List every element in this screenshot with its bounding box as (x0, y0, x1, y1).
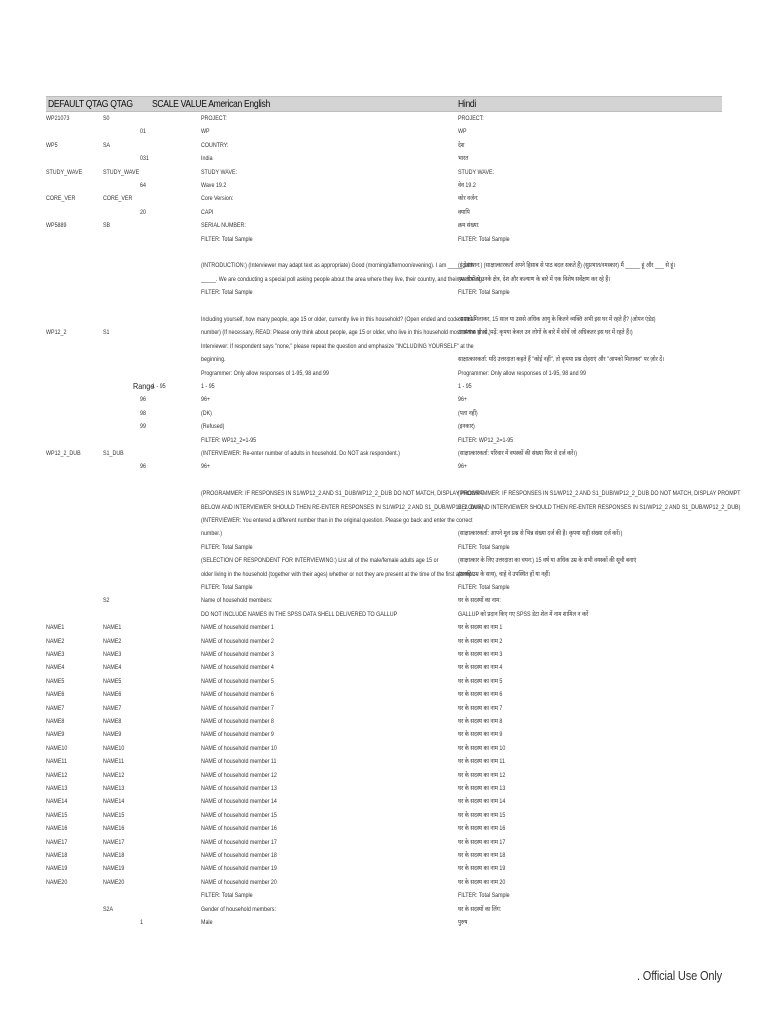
qtag2-cell: NAME7 (103, 704, 122, 712)
hindi-cell: घर के सदस्य का नाम 5 (458, 677, 503, 685)
table-header (46, 96, 722, 112)
qtag-cell: NAME11 (46, 758, 67, 766)
qtag-cell: NAME16 (46, 825, 68, 833)
table-row (0, 849, 770, 862)
table-row (0, 460, 770, 473)
english-cell: (INTERVIEWER: Re-enter number of adults in household. Do NOT ask respondent.) (201, 450, 400, 457)
qtag2-cell: NAME12 (103, 771, 125, 779)
table-row (0, 648, 770, 661)
qtag2-cell: NAME3 (103, 651, 122, 658)
table-row (0, 447, 770, 460)
hindi-cell: FILTER: WP12_2=1-95 (458, 436, 514, 444)
table-row (0, 367, 770, 380)
qtag2-cell: STUDY_WAVE (103, 168, 140, 176)
english-cell: DO NOT INCLUDE NAMES IN THE SPSS DATA SHELL DELIVERED TO GALLUP (201, 610, 398, 618)
hindi-cell: घर के सदस्य का नाम 20 (458, 878, 506, 886)
hindi-cell: FILTER: Total Sample (458, 235, 510, 243)
table-row (0, 621, 770, 634)
english-cell: (INTERVIEWER: You entered a different number than in the original question. Please go back and enter the correct (201, 517, 473, 524)
table-row (0, 903, 770, 916)
table-row (0, 152, 770, 165)
table-row (0, 380, 770, 393)
english-cell: number) (If necessary, READ: Please only think about people, age 15 or older, who live in this household most of the time.) (201, 329, 491, 337)
english-cell: NAME of household member 6 (201, 691, 274, 699)
english-cell: CAPI (201, 208, 214, 216)
scale-value-cell: 01 (140, 128, 146, 136)
english-cell: NAME of household member 16 (201, 825, 277, 833)
english-cell: NAME of household member 3 (201, 651, 274, 658)
english-cell: (DK) (201, 409, 212, 417)
hindi-cell: घर के सदस्यों का नाम: (458, 597, 501, 605)
hindi-cell: FILTER: Total Sample (458, 584, 510, 591)
qtag-cell: NAME4 (46, 664, 65, 672)
scale-value-cell: 96 (140, 463, 146, 471)
table-row (0, 407, 770, 420)
hindi-cell: घर के सदस्य का नाम 6 (458, 691, 503, 699)
english-cell: FILTER: WP12_2=1-95 (201, 436, 257, 444)
hindi-cell: (इंट्रोडक्शन:) (साक्षात्कारकर्ता अपने हिसाब से पाठ बदल सकते हैं) (सुप्रभात/नमस्कार) मैं _____ हूं और ___ से हूं। (458, 262, 676, 270)
english-cell: NAME of household member 20 (201, 878, 277, 886)
hindi-cell: 1 - 95 (458, 383, 472, 390)
english-cell: NAME of household member 10 (201, 744, 277, 752)
english-cell: BELOW AND INTERVIEWER SHOULD THEN RE-ENTER RESPONSES IN S1/WP12_2 AND S1_DUB/WP12_2_DUB) (201, 503, 484, 511)
hindi-cell: WP (458, 128, 467, 136)
table-row (0, 474, 770, 487)
table-row (0, 501, 770, 514)
english-cell: NAME of household member 12 (201, 771, 277, 779)
table-row (0, 313, 770, 326)
header-qtag: DEFAULT QTAG QTAG (48, 98, 133, 110)
qtag2-cell: CORE_VER (103, 195, 133, 203)
hindi-cell: घर के सदस्य का नाम 18 (458, 852, 506, 859)
table-row (0, 795, 770, 808)
qtag2-cell: NAME5 (103, 677, 122, 685)
english-cell: (Refused) (201, 423, 225, 431)
qtag2-cell: NAME11 (103, 758, 124, 766)
qtag2-cell: NAME17 (103, 838, 125, 846)
english-cell: FILTER: Total Sample (201, 289, 253, 297)
scale-value-cell: 1 - 95 (152, 383, 166, 390)
table-row (0, 219, 770, 232)
hindi-cell: घर के सदस्य का नाम 9 (458, 731, 503, 739)
qtag2-cell: S2 (103, 597, 110, 605)
hindi-cell: घर के सदस्य का नाम 1 (458, 624, 503, 632)
hindi-cell: पुरुष (458, 919, 468, 926)
qtag-cell: WP21073 (46, 115, 70, 122)
table-row (0, 434, 770, 447)
table-row (0, 246, 770, 259)
hindi-cell: घर के सदस्य का नाम 14 (458, 798, 506, 806)
table-row (0, 715, 770, 728)
hindi-cell: कोर वर्जन: (458, 195, 479, 203)
hindi-cell: GALLUP को प्रदान किए गए SPSS डेटा शेल में नाम शामिल न करें (458, 610, 589, 618)
hindi-cell: (साक्षात्कार के लिए उत्तरदाता का चयन:) 15 वर्ष या अधिक उम्र के सभी वयस्कों की सूची बनाएं (458, 557, 637, 565)
hindi-cell: घर के सदस्य का नाम 11 (458, 758, 505, 766)
table-row (0, 876, 770, 889)
qtag-cell: NAME18 (46, 852, 68, 859)
scale-value-cell: 64 (140, 182, 146, 189)
table-row (0, 139, 770, 152)
table-row (0, 125, 770, 138)
english-cell: NAME of household member 15 (201, 811, 277, 819)
qtag2-cell: NAME10 (103, 744, 125, 752)
qtag2-cell: NAME6 (103, 691, 122, 699)
table-row (0, 594, 770, 607)
scale-value-cell: 20 (140, 208, 146, 216)
english-cell: NAME of household member 14 (201, 798, 277, 806)
qtag-cell: NAME7 (46, 704, 65, 712)
table-row (0, 769, 770, 782)
qtag-cell: WP12_2 (46, 329, 67, 337)
english-cell: (PROGRAMMER: IF RESPONSES IN S1/WP12_2 AND S1_DUB/WP12_2_DUB DO NOT MATCH, DISPLAY PROMPT (201, 490, 484, 498)
hindi-cell: (साक्षात्कारकर्ता: आपने मूल प्रश्न से भिन्न संख्या दर्ज की है। कृपया सही संख्या दर्ज करें।) (458, 530, 623, 538)
english-cell: PROJECT: (201, 115, 227, 122)
hindi-cell: हम लोगों से उनके क्षेत्र, देश और कल्याण के बारे में एक विशेष सर्वेक्षण कर रहे हैं। (458, 275, 611, 283)
english-cell: Interviewer: If respondent says "none," please repeat the question and emphasize "INCLUDING YOURSELF" at the (201, 342, 474, 350)
english-cell: (SELECTION OF RESPONDENT FOR INTERVIEWING:) List all of the male/female adults age 15 or (201, 557, 439, 565)
qtag2-cell: NAME16 (103, 825, 125, 833)
english-cell: NAME of household member 4 (201, 664, 274, 672)
qtag-cell: NAME6 (46, 691, 65, 699)
english-cell: NAME of household member 5 (201, 677, 274, 685)
hindi-cell: साक्षात्कारकर्ता: यदि उत्तरदाता कहते हैं "कोई नहीं", तो कृपया प्रश्न दोहराएं और "आपको मिलाकर" पर ज़ोर दें। (458, 356, 665, 364)
hindi-cell: घर के सदस्य का नाम 19 (458, 865, 506, 873)
english-cell: Gender of household members: (201, 905, 276, 913)
qtag2-cell: NAME19 (103, 865, 125, 873)
qtag-cell: NAME8 (46, 718, 65, 725)
hindi-cell: घर के सदस्य का नाम 17 (458, 838, 506, 846)
qtag-cell: WP5 (46, 141, 58, 149)
qtag-cell: NAME15 (46, 811, 68, 819)
hindi-cell: आवश्यक हो तो, पढ़ें: कृपया केवल उन लोगों के बारे में सोचें जो अधिकतर इस घर में रहते हैं।) (458, 329, 633, 337)
english-cell: WP (201, 128, 210, 136)
english-cell: older living in the household (together with their ages) whether or not they are present at the time of the first attempt. (201, 570, 476, 578)
hindi-cell: देश (458, 141, 465, 149)
hindi-cell: FILTER: Total Sample (458, 543, 510, 551)
table-row (0, 568, 770, 581)
qtag-cell: NAME19 (46, 865, 68, 873)
qtag-cell: NAME13 (46, 785, 68, 792)
table-row (0, 353, 770, 366)
english-cell: NAME of household member 8 (201, 718, 274, 725)
qtag2-cell: NAME18 (103, 852, 125, 859)
scale-value-cell: 99 (140, 423, 146, 431)
table-row (0, 326, 770, 339)
table-row (0, 822, 770, 835)
english-cell: NAME of household member 1 (201, 624, 274, 632)
header-hindi: Hindi (458, 98, 476, 110)
english-cell: Core Version: (201, 195, 234, 203)
hindi-cell: FILTER: Total Sample (458, 289, 510, 297)
hindi-cell: घर के सदस्य का नाम 15 (458, 811, 506, 819)
table-row (0, 742, 770, 755)
english-cell: NAME of household member 19 (201, 865, 277, 873)
english-cell: FILTER: Total Sample (201, 235, 253, 243)
qtag2-cell: S1 (103, 329, 110, 337)
table-row (0, 206, 770, 219)
english-cell: 96+ (201, 396, 211, 404)
table-row (0, 340, 770, 353)
qtag-cell: NAME3 (46, 651, 65, 658)
hindi-cell: (साक्षात्कारकर्ता: परिवार में वयस्कों की संख्या फिर से दर्ज करें।) (458, 450, 578, 457)
table-row (0, 393, 770, 406)
qtag2-cell: NAME2 (103, 637, 122, 645)
table-row (0, 635, 770, 648)
header-scale-english: SCALE VALUE American English (152, 98, 270, 110)
table-row (0, 527, 770, 540)
table-row (0, 608, 770, 621)
table-row (0, 728, 770, 741)
hindi-cell: BELOW AND INTERVIEWER SHOULD THEN RE-ENTER RESPONSES IN S1/WP12_2 AND S1_DUB/WP12_2_DUB) (458, 503, 741, 511)
hindi-cell: घर के सदस्य का नाम 16 (458, 825, 506, 833)
english-cell: COUNTRY: (201, 141, 229, 149)
table-row (0, 702, 770, 715)
hindi-cell: Programmer: Only allow responses of 1-95, 98 and 99 (458, 369, 586, 377)
qtag2-cell: NAME1 (103, 624, 122, 632)
table-row (0, 233, 770, 246)
qtag2-cell: NAME13 (103, 785, 125, 792)
qtag-cell: NAME14 (46, 798, 68, 806)
range-label: Range (133, 381, 155, 391)
english-cell: (INTRODUCTION:) (Interviewer may adapt text as appropriate) Good (morning/afternoon/evening). I am _____ with (201, 262, 474, 270)
hindi-cell: (पता नहीं) (458, 409, 478, 417)
table-row (0, 755, 770, 768)
english-cell: NAME of household member 18 (201, 852, 277, 859)
english-cell: NAME of household member 2 (201, 637, 274, 645)
qtag-cell: NAME12 (46, 771, 68, 779)
table-row (0, 675, 770, 688)
qtag-cell: STUDY_WAVE (46, 168, 83, 176)
qtag2-cell: SB (103, 222, 111, 230)
table-row (0, 661, 770, 674)
qtag2-cell: NAME8 (103, 718, 122, 725)
table-row (0, 192, 770, 205)
hindi-cell: STUDY WAVE: (458, 168, 495, 176)
qtag-cell: NAME2 (46, 637, 65, 645)
english-cell: NAME of household member 17 (201, 838, 277, 846)
hindi-cell: क्यापि (458, 208, 470, 216)
table-row (0, 581, 770, 594)
qtag2-cell: S0 (103, 115, 110, 122)
english-cell: NAME of household member 11 (201, 758, 277, 766)
qtag-cell: CORE_VER (46, 195, 76, 203)
qtag-cell: WP12_2_DUB (46, 450, 81, 457)
hindi-cell: घर के सदस्य का नाम 2 (458, 637, 503, 645)
table-row (0, 166, 770, 179)
scale-value-cell: 1 (140, 919, 143, 926)
english-cell: STUDY WAVE: (201, 168, 238, 176)
hindi-cell: (उनकी उम्र के साथ), चाहे वे उपस्थित हों या नहीं। (458, 570, 551, 578)
qtag2-cell: NAME9 (103, 731, 122, 739)
table-row (0, 514, 770, 527)
hindi-cell: क्रम संख्या: (458, 222, 480, 230)
hindi-cell: FILTER: Total Sample (458, 892, 510, 900)
table-row (0, 300, 770, 313)
hindi-cell: (PROGRAMMER: IF RESPONSES IN S1/WP12_2 AND S1_DUB/WP12_2_DUB DO NOT MATCH, DISPLAY PROMPT (458, 490, 741, 498)
table-row (0, 273, 770, 286)
english-cell: Programmer: Only allow responses of 1-95, 98 and 99 (201, 369, 329, 377)
english-cell: FILTER: Total Sample (201, 543, 253, 551)
qtag2-cell: S1_DUB (103, 450, 124, 457)
english-cell: India (201, 155, 213, 163)
hindi-cell: घर के सदस्य का नाम 3 (458, 651, 503, 658)
qtag2-cell: NAME20 (103, 878, 125, 886)
table-row (0, 862, 770, 875)
hindi-cell: घर के सदस्य का नाम 13 (458, 785, 506, 792)
qtag2-cell: NAME4 (103, 664, 122, 672)
english-cell: number.) (201, 530, 223, 538)
qtag-cell: WP5889 (46, 222, 67, 230)
table-row (0, 916, 770, 929)
table-row (0, 809, 770, 822)
english-cell: FILTER: Total Sample (201, 584, 253, 591)
scale-value-cell: 031 (140, 155, 149, 163)
english-cell: Wave 19.2 (201, 182, 227, 189)
table-row (0, 782, 770, 795)
qtag-cell: NAME5 (46, 677, 65, 685)
qtag2-cell: NAME15 (103, 811, 125, 819)
english-cell: SERIAL NUMBER: (201, 222, 246, 230)
table-row (0, 286, 770, 299)
hindi-cell: घर के सदस्य का नाम 10 (458, 744, 506, 752)
table-row (0, 112, 770, 125)
english-cell: Male (201, 919, 213, 926)
hindi-cell: घर के सदस्य का नाम 8 (458, 718, 503, 725)
hindi-cell: वेव 19.2 (458, 182, 476, 189)
english-cell: NAME of household member 7 (201, 704, 274, 712)
qtag2-cell: NAME14 (103, 798, 125, 806)
hindi-cell: घर के सदस्य का नाम 4 (458, 664, 503, 672)
qtag-cell: NAME9 (46, 731, 65, 739)
hindi-cell: PROJECT: (458, 115, 484, 122)
hindi-cell: भारत (458, 155, 469, 163)
qtag-cell: NAME10 (46, 744, 68, 752)
table-row (0, 688, 770, 701)
qtag-cell: NAME1 (46, 624, 65, 632)
qtag-cell: NAME20 (46, 878, 68, 886)
english-cell: Name of household members: (201, 597, 273, 605)
hindi-cell: घर के सदस्य का नाम 12 (458, 771, 506, 779)
scale-value-cell: 96 (140, 396, 146, 404)
english-cell: NAME of household member 13 (201, 785, 277, 792)
official-use-label: . Official Use Only (637, 968, 722, 983)
table-row (0, 889, 770, 902)
hindi-cell: घर के सदस्यों का लिंग: (458, 905, 502, 913)
english-cell: FILTER: Total Sample (201, 892, 253, 900)
qtag2-cell: S2A (103, 905, 114, 913)
english-cell: _____. We are conducting a special poll asking people about the area where they live, their country, and their wellbeing. (201, 275, 484, 283)
table-row (0, 836, 770, 849)
hindi-cell: घर के सदस्य का नाम 7 (458, 704, 503, 712)
hindi-cell: 96+ (458, 463, 468, 471)
table-row (0, 179, 770, 192)
english-cell: 1 - 95 (201, 383, 215, 390)
hindi-cell: आपको मिलाकर, 15 साल या उससे अधिक आयु के कितने व्यक्ति अभी इस घर में रहते हैं? (ओपन एंडेड) (458, 316, 656, 323)
table-row (0, 487, 770, 500)
table-row (0, 554, 770, 567)
table-row (0, 420, 770, 433)
english-cell: NAME of household member 9 (201, 731, 274, 739)
qtag-cell: NAME17 (46, 838, 68, 846)
hindi-cell: (इनकार) (458, 423, 475, 431)
table-row (0, 541, 770, 554)
hindi-cell: 96+ (458, 396, 468, 404)
english-cell: beginning. (201, 356, 226, 364)
english-cell: 96+ (201, 463, 211, 471)
english-cell: Including yourself, how many people, age 15 or older, currently live in this household? (Open ended and code actual (201, 316, 475, 323)
scale-value-cell: 98 (140, 409, 146, 417)
table-row (0, 259, 770, 272)
qtag2-cell: SA (103, 141, 111, 149)
